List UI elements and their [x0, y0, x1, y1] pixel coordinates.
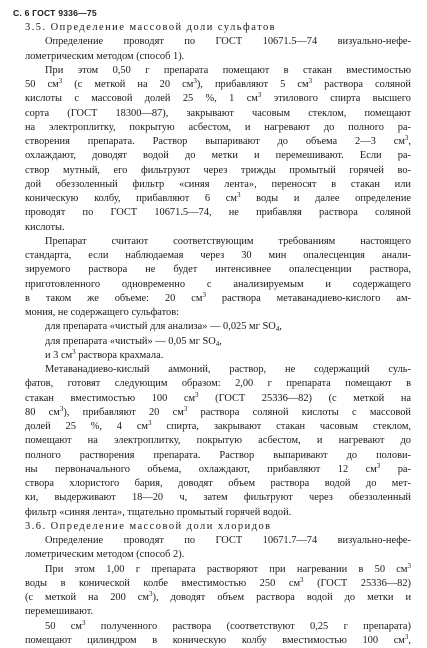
text-line: фильтр «синяя лента», тщательно промытый горячей водой. — [25, 506, 292, 518]
text-line: охлаждают, доводят водой до метки и перемешивают. Если ра- — [25, 150, 411, 162]
text-line: лометрическим методом (способ 2). — [25, 549, 185, 561]
text-line: стакан вместимостью 100 $см^3$ (ГОСТ 25336—82) (с меткой на — [25, 390, 411, 404]
text-line: мония, не содержащего сульфатов: — [25, 307, 180, 318]
text-line: помещают цилиндром в коническую колбу вместимостью 100 $см^3$, — [25, 632, 411, 646]
text-line: в таком же объеме: 20 $см^3$ раствора метаванадиево-кислого ам- — [25, 290, 412, 304]
text-line: створения препарата. Раствор выпаривают до объема 2—3 $см^3$, — [25, 134, 411, 147]
text-line: Определение проводят по ГОСТ 10671.5—74 визуально-нефе- — [45, 36, 411, 48]
text-line: проводят по ГОСТ 10671.5—74, не прибавляя раствора соляной — [25, 207, 411, 219]
text-line: приготовленного одновременно с анализируемым и содержащего — [25, 278, 411, 290]
text-line: полного растворения препарата. Раствор выпаривают до полови- — [25, 449, 411, 461]
text-line: При этом 1,00 г препарата растворяют при нагревании в 50 $см^3$ — [45, 561, 411, 575]
text-line: перемешивают. — [25, 606, 94, 618]
text-line: для препарата «чистый для анализа» — 0,025 мг $SO_4$, — [45, 321, 282, 334]
text-line: 50 $см^3$ полученного раствора (соответствуют 0,25 г препарата) — [45, 618, 411, 632]
text-line: кислоты с массовой долей 25 %, 1 $см^3$ этилового спирта высшего — [25, 91, 411, 105]
text-line: долей 25 %, 4 $см^3$ спирта, закрывают стакан часовым стеклом, — [25, 419, 411, 432]
text-line: и 3 $см^3$ раствора крахмала. — [45, 347, 164, 361]
text-line: створа хлористого бария, доводят объем раствора водой до мет- — [25, 478, 411, 489]
text-line: стандарта, если наблюдаемая через 30 мин опалесценция анали- — [25, 250, 411, 261]
text-line: ны первоначального объема, охлаждают, прибавляют 12 $см^3$ ра- — [25, 461, 411, 475]
text-line: фатов, готовят следующим образом: 2,00 г препарата помещают в — [25, 378, 411, 390]
text-line: воды в конической колбе вместимостью 250 $см^3$ (ГОСТ 25336—82) — [25, 575, 412, 589]
text-line: 80 $см^3$), прибавляют 20 $см^3$ раствора соляной кислоты с массовой — [25, 404, 411, 418]
text-line: помещают на электроплитку, покрытую асбестом, и нагревают до — [25, 435, 411, 447]
text-line: для препарата «чистый» — 0,05 мг $SO_4$, — [45, 335, 222, 348]
text-line: Препарат считают соответствующим требованиям настоящего — [45, 235, 411, 247]
text-line: ки, выдерживают 18—20 ч, затем фильтруют через обеззоленный — [25, 492, 411, 504]
text-line: (с меткой на 200 $см^3$), доводят объем раствора водой до метки и — [25, 590, 412, 603]
text-line: лометрическим методом (способ 1). — [25, 50, 185, 62]
page-header: С. 6 ГОСТ 9336—75 — [13, 8, 97, 18]
text-line: При этом 0,50 г препарата помещают в стакан вместимостью — [45, 64, 411, 76]
text-line: дой обеззоленный фильтр «синяя лента», переносят в стакан или — [25, 178, 411, 190]
text-line: кислоты. — [25, 221, 65, 233]
text-line: створ мутный, его фильтруют через трижды промытый горячей во- — [25, 164, 411, 176]
text-line: 3.6. Определение массовой доли хлоридов — [25, 520, 272, 532]
text-line: на электроплитку, покрытую асбестом, и нагревают до полного ра- — [25, 121, 411, 133]
text-line: Метаванадиево-кислый аммоний, раствор, не содержащий суль- — [45, 364, 411, 375]
text-line: сорта (ГОСТ 18300—87), закрывают часовым стеклом, помещают — [25, 107, 411, 119]
text-line: зируемого раствора не будет интенсивнее опалесценции раствора, — [25, 264, 411, 276]
text-line: коническую колбу, прибавляют 6 $см^3$ воды и далее определение — [25, 191, 411, 204]
text-line: Определение проводят по ГОСТ 10671.7—74 визуально-нефе- — [45, 535, 411, 546]
text-line: 50 $см^3$ (с меткой на 20 $см^3$), прибавляют 5 $см^3$ раствора соляной — [25, 77, 411, 90]
text-line: 3.5. Определение массовой доли сульфатов — [25, 22, 277, 33]
document-body — [25, 21, 411, 648]
